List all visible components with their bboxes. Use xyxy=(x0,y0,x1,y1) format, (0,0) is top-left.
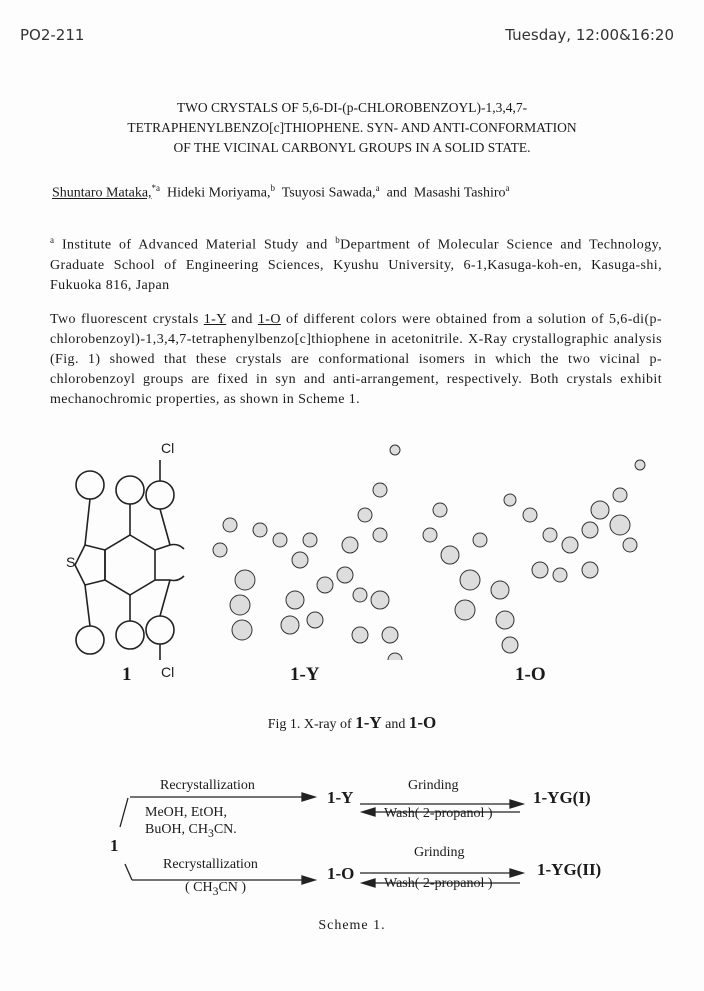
atom-cl-top: Cl xyxy=(161,440,175,456)
author-sup: a xyxy=(505,183,510,193)
author-name: and xyxy=(386,185,407,201)
author-name: Hideki Moriyama, xyxy=(167,185,271,201)
solvent-list-1 xyxy=(145,804,237,842)
recrystallization-label-1: Recrystallization xyxy=(160,778,255,793)
author-name: Tsuyosi Sawada, xyxy=(281,185,376,201)
affil-sup: a xyxy=(50,235,55,245)
product-1y: 1-Y xyxy=(327,788,354,807)
affil-text: Institute of Advanced Material Study and xyxy=(61,237,328,253)
grinding-label-1: Grinding xyxy=(408,778,459,793)
product-1yg-ii: 1-YG(II) xyxy=(537,860,602,879)
caption-text: Fig 1. X-ray of xyxy=(267,717,356,732)
product-1o: 1-O xyxy=(327,864,355,883)
abstract-text: Two fluorescent crystals xyxy=(50,312,204,327)
abstract-text: of different colors were obtained from a solution of 5,6-di(p-chlorobenzoyl)-1,3,4,7-tetraphenylbenzo[c]thiophene in acetonitrile. X-Ray crystallographic analysis (Fig. 1) showed that these crystals are conformational isomers in which the two vicinal p-chlorobenzoyl groups are fixed in syn and anti-arrangement, respectively. Both crystals exhibit mechanochromic properties, as shown in Scheme 1. xyxy=(50,312,662,407)
title-line: TETRAPHENYLBENZO[c]THIOPHENE. SYN- AND ANTI-CONFORMATION xyxy=(127,120,577,135)
poster-code: PO2-211 xyxy=(20,26,85,44)
label-1y: 1-Y xyxy=(290,664,320,685)
author-sup: *a xyxy=(151,183,161,193)
grinding-label-2: Grinding xyxy=(414,845,465,860)
recrystallization-label-2: Recrystallization xyxy=(163,857,258,872)
author-name: Masashi Tashiro xyxy=(413,185,506,201)
author-sup: a xyxy=(375,183,380,193)
subscript: 3 xyxy=(208,826,214,840)
solvent-list-2 xyxy=(185,880,246,898)
caption-compound: 1-O xyxy=(408,713,437,732)
label-compound-1: 1 xyxy=(122,664,132,685)
author-name: Shuntaro Mataka, xyxy=(52,185,152,201)
compound-ref: 1-O xyxy=(257,312,281,327)
scheme-start-compound: 1 xyxy=(110,836,119,855)
author-list xyxy=(52,183,510,202)
subscript: 3 xyxy=(212,884,219,898)
abstract-text: and xyxy=(226,312,258,327)
session-time: Tuesday, 12:00&16:20 xyxy=(505,26,674,44)
affil-sup: b xyxy=(335,235,341,245)
atom-cl-bottom: Cl xyxy=(161,664,175,680)
compound-ref: 1-Y xyxy=(203,312,227,327)
crystal-structure-1o xyxy=(410,450,650,660)
abstract xyxy=(50,310,662,410)
caption-text: and xyxy=(381,717,409,732)
solvent-text: CN. xyxy=(213,822,237,837)
affil-text: Department of Molecular Science and Technology, Graduate School of Engineering Sciences, Kyushu University, 6-1,Kasuga-koh-en, Kasuga-shi, Fukuoka 816, Japan xyxy=(50,237,662,293)
solvent-text: BuOH, CH xyxy=(145,822,209,837)
solvent-text: CN ) xyxy=(218,880,247,895)
paper-title xyxy=(0,98,704,158)
scheme-caption: Scheme 1. xyxy=(318,918,386,933)
figure-caption xyxy=(0,713,704,733)
structure-drawing xyxy=(60,440,200,670)
solvent-text: ( CH xyxy=(185,880,213,895)
label-1o: 1-O xyxy=(515,664,546,685)
wash-label-1: Wash( 2-propanol ) xyxy=(384,806,493,821)
affiliation xyxy=(50,230,662,296)
product-1yg-i: 1-YG(I) xyxy=(533,788,591,807)
wash-label-2: Wash( 2-propanol ) xyxy=(384,876,493,891)
author-sup: b xyxy=(270,183,275,193)
title-line: OF THE VICINAL CARBONYL GROUPS IN A SOLID STATE. xyxy=(173,140,531,155)
crystal-structure-1y xyxy=(200,440,430,660)
caption-compound: 1-Y xyxy=(355,713,382,732)
title-line: TWO CRYSTALS OF 5,6-DI-(p-CHLOROBENZOYL)-1,3,4,7- xyxy=(176,100,528,115)
atom-s: S xyxy=(66,554,76,570)
solvent-text: MeOH, EtOH, xyxy=(145,805,228,820)
